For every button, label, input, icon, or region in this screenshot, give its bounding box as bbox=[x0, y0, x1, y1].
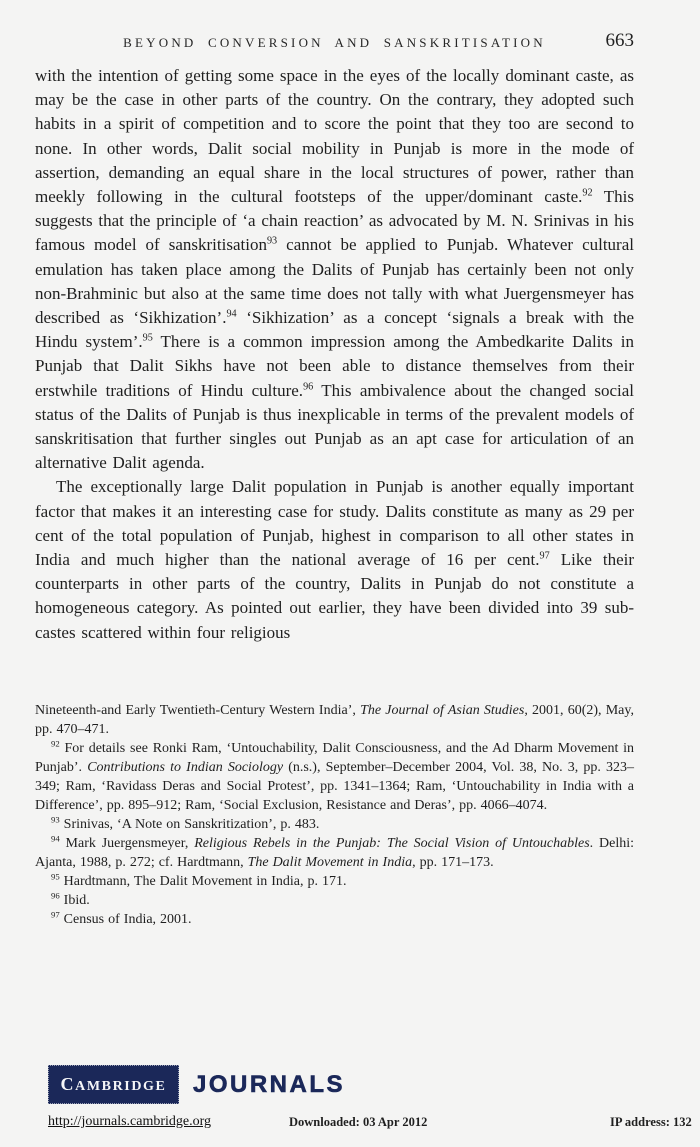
running-title: BEYOND CONVERSION AND SANSKRITISATION bbox=[123, 35, 546, 50]
footnote-item bbox=[35, 739, 634, 815]
cambridge-logo-text: CAMBRIDGE bbox=[60, 1074, 167, 1094]
footnote-ref: 94 bbox=[226, 308, 237, 320]
journals-wordmark: JOURNALS bbox=[193, 1070, 346, 1098]
footnote-number: 94 bbox=[51, 833, 60, 844]
body-text bbox=[35, 64, 634, 645]
footnotes-section bbox=[35, 701, 634, 929]
italic-title: The Journal of Asian Studies bbox=[360, 702, 525, 718]
footnote-item bbox=[35, 910, 634, 929]
footnote-ref: 92 bbox=[582, 187, 593, 199]
footnote-text: Census of India, 2001. bbox=[63, 911, 192, 927]
page-footer bbox=[0, 1065, 700, 1147]
footnote-continuation bbox=[35, 701, 634, 739]
footnote-text: Nineteenth-and Early Twentieth-Century Western India’, The Journal of Asian Studies, 2001, 60(2), May, pp. 470–471. bbox=[35, 702, 634, 737]
footnote-ref: 96 bbox=[303, 380, 314, 392]
footnote-ref: 97 bbox=[539, 550, 550, 562]
ip-address: IP address: 132 bbox=[610, 1115, 692, 1129]
page-number: 663 bbox=[605, 30, 634, 51]
footnote-number: 95 bbox=[51, 871, 60, 882]
footnote-number: 97 bbox=[51, 909, 60, 920]
footnote-text: Srinivas, ‘A Note on Sanskritization’, p. 483. bbox=[63, 816, 320, 832]
footnote-text: Ibid. bbox=[63, 892, 90, 908]
footnote-number: 93 bbox=[51, 814, 60, 825]
cambridge-journals-logo bbox=[48, 1065, 345, 1104]
body-paragraph: with the intention of getting some space in the eyes of the locally dominant caste, as may be the case in other parts of the country. On the contrary, they adopted such habits in a spirit of competition and to score the point that they too are second to none. In other words, Dalit social mobility in Punjab is more in the mode of assertion, demanding an equal share in the local structures of power, rather than meekly following in the cultural footsteps of the upper/dominant caste.$^{92}$ This suggests that the principle of ‘a chain reaction’ as advocated by M. N. Srinivas in his famous model of sanskritisation$^{93}$ cannot be applied to Punjab. Whatever cultural emulation has taken place among the Dalits of Punjab has certainly been not only non-Brahminic but also at the same time does not tally with what Juergensmeyer has described as ‘Sikhization’.$^{94}$ ‘Sikhization’ as a concept ‘signals a break with the Hindu system’.$^{95}$ There is a common impression among the Ambedkarite Dalits in Punjab that Dalit Sikhs have not been able to distance themselves from their erstwhile traditions of Hindu culture.$^{96}$ This ambivalence about the changed social status of the Dalits of Punjab is thus inexplicable in terms of the prevalent models of sanskritisation that further singles out Punjab as an apt case for articulation of an alternative Dalit agenda. bbox=[35, 66, 635, 473]
download-date: Downloaded: 03 Apr 2012 bbox=[289, 1115, 428, 1129]
footnote-number: 96 bbox=[51, 890, 60, 901]
footnote-ref: 95 bbox=[142, 332, 153, 344]
footnote-item bbox=[35, 872, 634, 891]
body-paragraph: The exceptionally large Dalit population in Punjab is another equally important factor that makes it an interesting case for study. Dalits constitute as many as 29 per cent of the total population of Punjab, highest in comparison to all other states in India and much higher than the national average of 16 per cent.$^{97}$ Like their counterparts in other parts of the country, Dalits in Punjab do not constitute a homogeneous category. As pointed out earlier, they have been divided into 39 sub-castes scattered within four religious bbox=[35, 477, 635, 642]
footnote-number: 92 bbox=[51, 738, 60, 749]
footnote-text: Mark Juergensmeyer, Religious Rebels in the Punjab: The Social Vision of Untouchables. Delhi: Ajanta, 1988, p. 272; cf. Hardtmann, The Dalit Movement in India, pp. 171–173. bbox=[35, 835, 635, 870]
footnote-item bbox=[35, 834, 634, 872]
footnote-ref: 93 bbox=[266, 235, 278, 247]
footnote-text: For details see Ronki Ram, ‘Untouchability, Dalit Consciousness, and the Ad Dharm Movement in Punjab’. Contributions to Indian Sociology (n.s.), September–December 2004, Vol. 38, No. 3, pp. 323–349; Ram, ‘Ravidass Deras and Social Protest’, pp. 1341–1364; Ram, ‘Untouchability in India with a Difference’, pp. 895–912; Ram, ‘Social Exclusion, Resistance and Deras’, pp. 4066–4074. bbox=[35, 740, 635, 813]
footnote-text: Hardtmann, The Dalit Movement in India, p. 171. bbox=[63, 873, 347, 889]
italic-title: The Dalit Movement in India bbox=[247, 854, 413, 870]
italic-title: Religious Rebels in the Punjab: The Social Vision of Untouchables bbox=[194, 835, 590, 851]
footnote-item bbox=[35, 815, 634, 834]
footer-info-row bbox=[0, 1111, 700, 1135]
italic-title: Contributions to Indian Sociology bbox=[87, 759, 284, 775]
cambridge-logo-box bbox=[48, 1065, 179, 1104]
journals-url-link[interactable]: http://journals.cambridge.org bbox=[48, 1114, 212, 1129]
page-header bbox=[35, 30, 634, 56]
footnote-item bbox=[35, 891, 634, 910]
